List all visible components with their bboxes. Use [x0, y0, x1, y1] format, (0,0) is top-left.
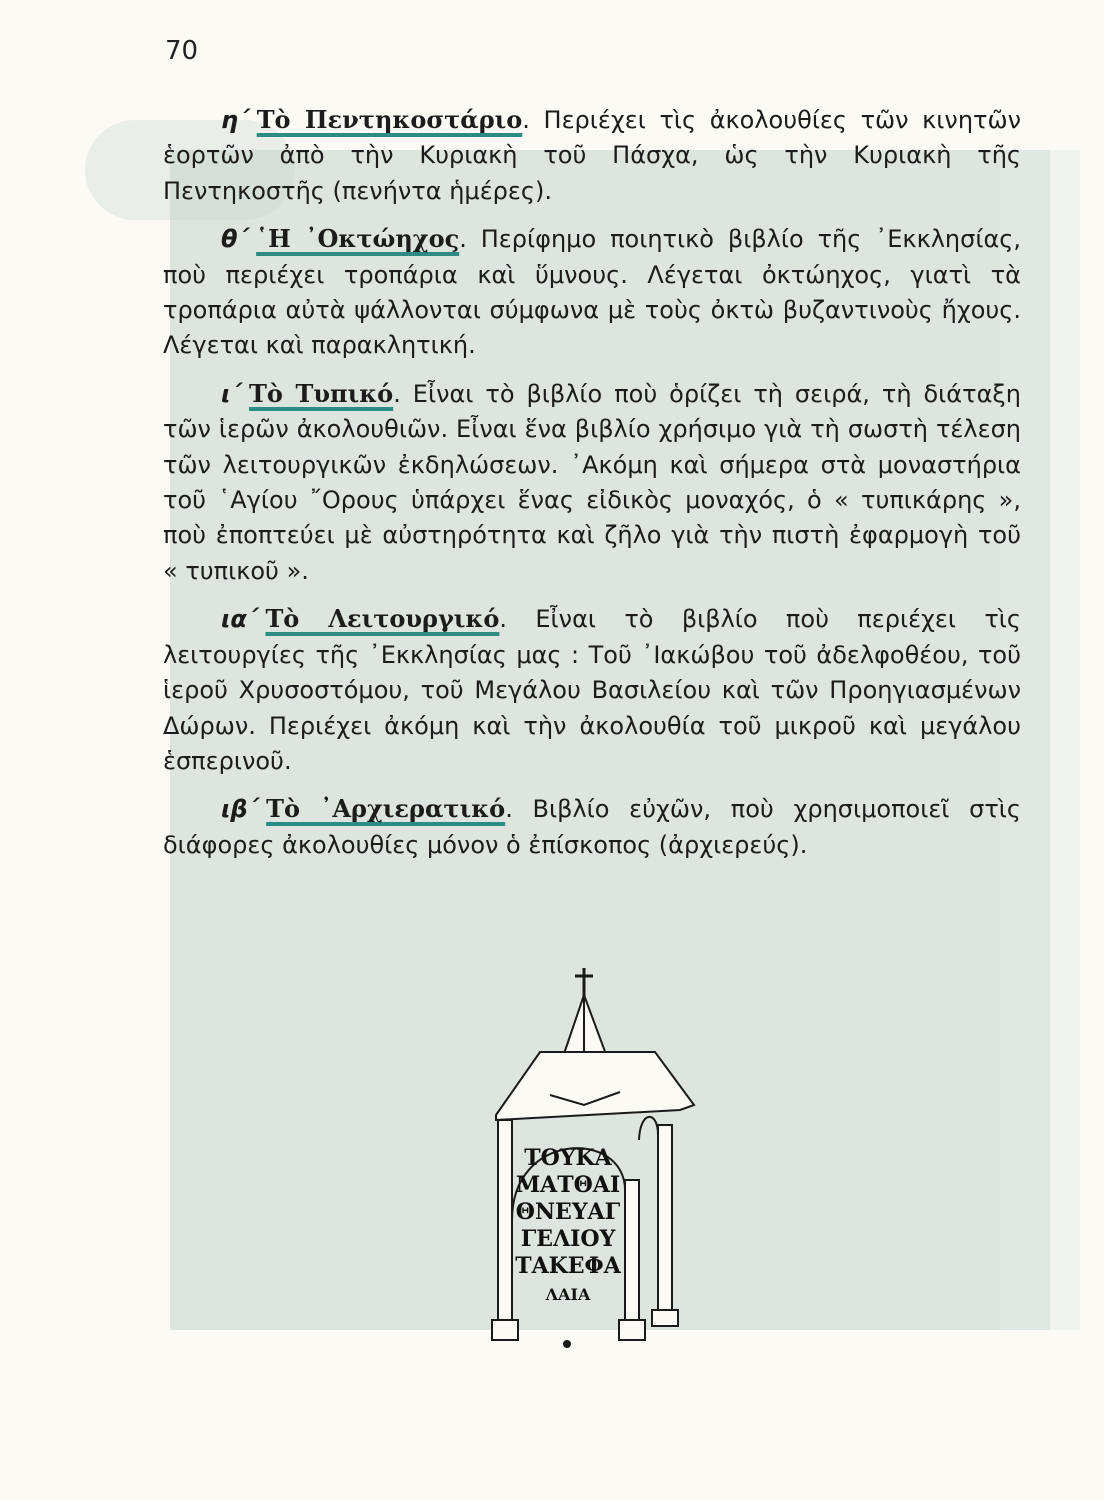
- entry-term: Τὸ Τυπικό: [248, 378, 394, 408]
- entry-text: . Περίφημο ποιητικὸ βιβλίο τῆς ᾿Εκκλησίας, ποὺ περιέχει τροπάρια καὶ ὕμνους. Λέγεται ὀκτώηχος, γιατὶ τὰ τροπάρια αὐτὰ ψάλλονται σύμφωνα μὲ τοὺς ὀκτὼ βυζαντινοὺς ἤχους. Λέγεται καὶ παρακλητική.: [163, 225, 1021, 360]
- entry-oktoechos: [163, 221, 1021, 364]
- inscription-line: ΤΑΚΕΦΑ: [515, 1253, 621, 1279]
- entry-term: Τὸ ᾿Αρχιερατικό: [266, 794, 506, 824]
- gospel-inscription: [515, 1145, 621, 1304]
- entry-text: . Εἶναι τὸ βιβλίο ποὺ ὁρίζει τὴ σειρά, τὴ διάταξη τῶν ἱερῶν ἀκολουθιῶν. Εἶναι ἕνα βιβλίο χρήσιμο γιὰ τὴ σωστὴ τέλεση τῶν λειτουργικῶν ἐκδηλώσεων. ᾿Ακόμη καὶ σήμερα στὰ μοναστήρια τοῦ ῾Αγίου ῎Ορους ὑπάρχει ἕνας εἰδικὸς μοναχός, ὁ « τυπικάρης », ποὺ ἐποπτεύει μὲ αὐστηρότητα καὶ ζῆλο γιὰ τὴν πιστὴ ἐφαρμογὴ τοῦ « τυπικοῦ ».: [163, 379, 1021, 585]
- gospel-canopy-illustration: [480, 960, 710, 1360]
- entry-text: . Βιβλίο εὐχῶν, ποὺ χρησιμοποιεῖ στὶς διάφορες ἀκολουθίες μόνον ὁ ἐπίσκοπος (ἀρχιερεύς).: [163, 795, 1021, 859]
- canopy-top: [496, 1052, 694, 1120]
- entry-typikon: [163, 376, 1021, 589]
- inscription-line: ΜΑΤΘΑΙ: [515, 1172, 621, 1198]
- entry-number: η΄: [221, 106, 249, 134]
- ornament-star-icon: [563, 1340, 571, 1348]
- entry-pentekostarion: [163, 102, 1021, 209]
- entry-text: . Εἶναι τὸ βιβλίο ποὺ περιέχει τὶς λειτουργίες τῆς ᾿Εκκλησίας μας : Τοῦ ᾿Ιακώβου τοῦ ἀδελφοθέου, τοῦ ἱεροῦ Χρυσοστόμου, τοῦ Μεγάλου Βασιλείου καὶ τῶν Προηγιασμένων Δώρων. Περιέχει ἀκόμη καὶ τὴν ἀκολουθία τοῦ μικροῦ καὶ μεγάλου ἑσπερινοῦ.: [163, 605, 1021, 775]
- body-text: [163, 102, 1021, 875]
- entry-number: ι΄: [221, 379, 241, 408]
- entry-text: . Περιέχει τὶς ἀκολουθίες τῶν κινητῶν ἑορτῶν ἀπὸ τὴν Κυριακὴ τοῦ Πάσχα, ὡς τὴν Κυριακὴ τῆς Πεντηκοστῆς (πενήντα ἡμέρες).: [163, 106, 1022, 205]
- inscription-line: ΓΕΛΙΟΥ: [520, 1226, 616, 1252]
- entry-leitourgikon: [163, 601, 1021, 779]
- inscription-line: ΘΝΕΥΑΓ: [515, 1199, 621, 1225]
- entry-archieratikon: [163, 791, 1021, 863]
- entry-term: Τὸ Λειτουργικό: [265, 604, 500, 634]
- entry-number: ιβ΄: [221, 795, 259, 824]
- entry-number: ια΄: [221, 605, 258, 634]
- entry-term: Τὸ Πεντηκοστάριο: [256, 105, 523, 134]
- entry-term: ῾Η ᾿Οκτώηχος: [256, 224, 460, 254]
- entry-number: θ΄: [221, 225, 249, 254]
- inscription-line: ΤΟΥΚΑ: [524, 1145, 612, 1171]
- inscription-line: ΛΑΙΑ: [545, 1285, 591, 1304]
- page-number: 70: [165, 36, 199, 66]
